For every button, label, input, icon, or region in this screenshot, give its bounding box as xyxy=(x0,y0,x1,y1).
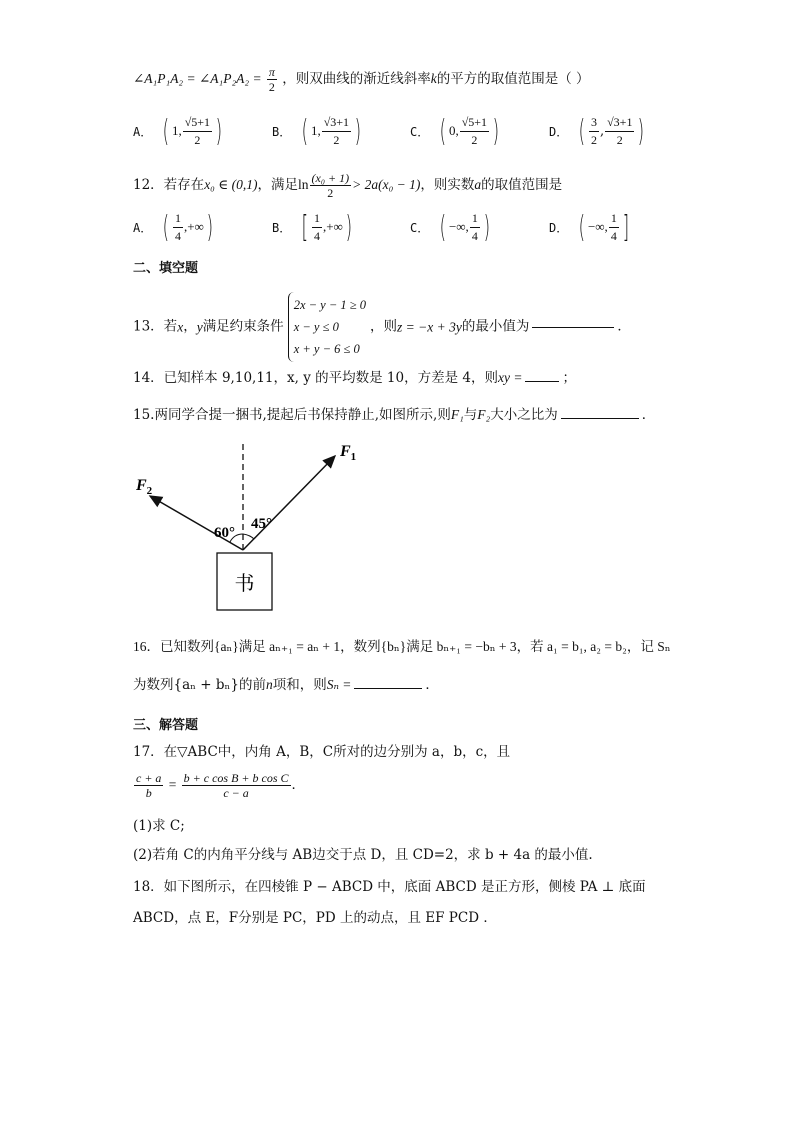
q11-option-a[interactable]: A． ( 1, $\frac{√5+1}{2}$ ) xyxy=(133,114,223,149)
f2-arrow xyxy=(150,496,243,550)
angle-45-label: 45° xyxy=(251,516,272,532)
q16-line1: 16．已知数列{aₙ}满足 aₙ₊₁ = aₙ + 1，数列{bₙ}满足 bₙ₊₁ = −bₙ + 3，若 a₁ = b₁, a₂ = b₂，记 Sₙ xyxy=(133,639,671,654)
q12-option-b[interactable]: B． [ $\frac{1}{4}$ ,+∞) xyxy=(272,210,352,245)
constraint-system: 2x − y − 1 ≥ 0 x − y ≤ 0 x + y − 6 ≤ 0 xyxy=(288,292,366,362)
q14-stem: 14．已知样本 9,10,11，x, y 的平均数是 10，方差是 4，则xy = ； xyxy=(133,370,576,386)
q11-option-c[interactable]: C． ( 0, $\frac{√5+1}{2}$ ) xyxy=(410,114,500,149)
q11-option-b[interactable]: B． ( 1, $\frac{√3+1}{2}$ ) xyxy=(272,114,362,149)
q17-part1: (1)求 C; xyxy=(133,818,185,834)
f1-label: $F_1$ xyxy=(340,443,357,463)
angle-equation: ∠A₁P₁A₂ = ∠A₁P₂A₂ = xyxy=(133,71,262,86)
pi-over-two: $\frac{\pi}{2}$ xyxy=(268,65,275,94)
q18-line2: ABCD，点 E，F分别是 PC，PD 上的动点，且 EF PCD ． xyxy=(133,910,497,926)
q17-equation: $\frac{c + a}{b}$ = $\frac{\text{b + c cos B + b cos C}}{c - a}$ ． xyxy=(136,771,306,800)
section-solutions: 三、解答题 xyxy=(133,718,199,733)
q11-option-d[interactable]: D． ( $\frac{3}{2}$ , $\frac{√3+1}{2}$ ) xyxy=(549,114,645,149)
q12-option-a[interactable]: A． ( $\frac{1}{4}$ ,+∞) xyxy=(133,210,213,245)
q12-option-c[interactable]: C． ( −∞, $\frac{1}{4}$ ) xyxy=(410,210,490,245)
answer-blank-13[interactable] xyxy=(532,326,614,328)
answer-blank-14[interactable] xyxy=(525,380,559,382)
q13-stem: 13．若x，y满足约束条件 2x − y − 1 ≥ 0 x − y ≤ 0 x + y − 6 ≤ 0 ，则z = −x + 3y的最小值为 ． xyxy=(133,292,631,362)
f1-arrow xyxy=(243,456,335,550)
answer-blank-15[interactable] xyxy=(561,417,639,419)
q16-line2: 为数列{aₙ + bₙ}的前n项和，则Sₙ = ． xyxy=(133,677,439,693)
section-fill-in: 二、填空题 xyxy=(133,261,199,276)
answer-blank-16[interactable] xyxy=(354,687,422,689)
q12-option-d[interactable]: D． ( −∞, $\frac{1}{4}$ ] xyxy=(549,210,629,245)
q15-stem: 15.两同学合提一捆书,提起后书保持静止,如图所示,则F₁与F₂大小之比为 ． xyxy=(133,407,656,423)
q12-stem: 12．若存在x₀ ∈ (0,1)，满足ln $\frac{\text{(x₀ + 1)}}{2}$ > 2a(x₀ − 1)，则实数a的取值范围是 xyxy=(133,171,563,200)
force-diagram xyxy=(130,438,390,618)
f2-label: $F_2$ xyxy=(136,477,153,497)
angle-60-label: 60° xyxy=(214,525,235,541)
angle-arc-right xyxy=(243,534,254,539)
q11-stem: ∠A₁P₁A₂ = ∠A₁P₂A₂ = $\frac{\pi}{2}$ ，则双曲线的渐近线斜率k的平方的取值范围是（ ） xyxy=(133,65,590,94)
q17-line1: 17．在▽ABC中，内角 A，B，C所对的边分别为 a，b，c，且 xyxy=(133,744,511,760)
q18-line1: 18．如下图所示，在四棱锥 P − ABCD 中，底面 ABCD 是正方形，侧棱 PA ⊥ 底面 xyxy=(133,879,646,895)
book-label: 书 xyxy=(234,573,255,595)
q17-part2: (2)若角 C的内角平分线与 AB边交于点 D，且 CD=2，求 b + 4a 的最小值. xyxy=(133,847,593,863)
